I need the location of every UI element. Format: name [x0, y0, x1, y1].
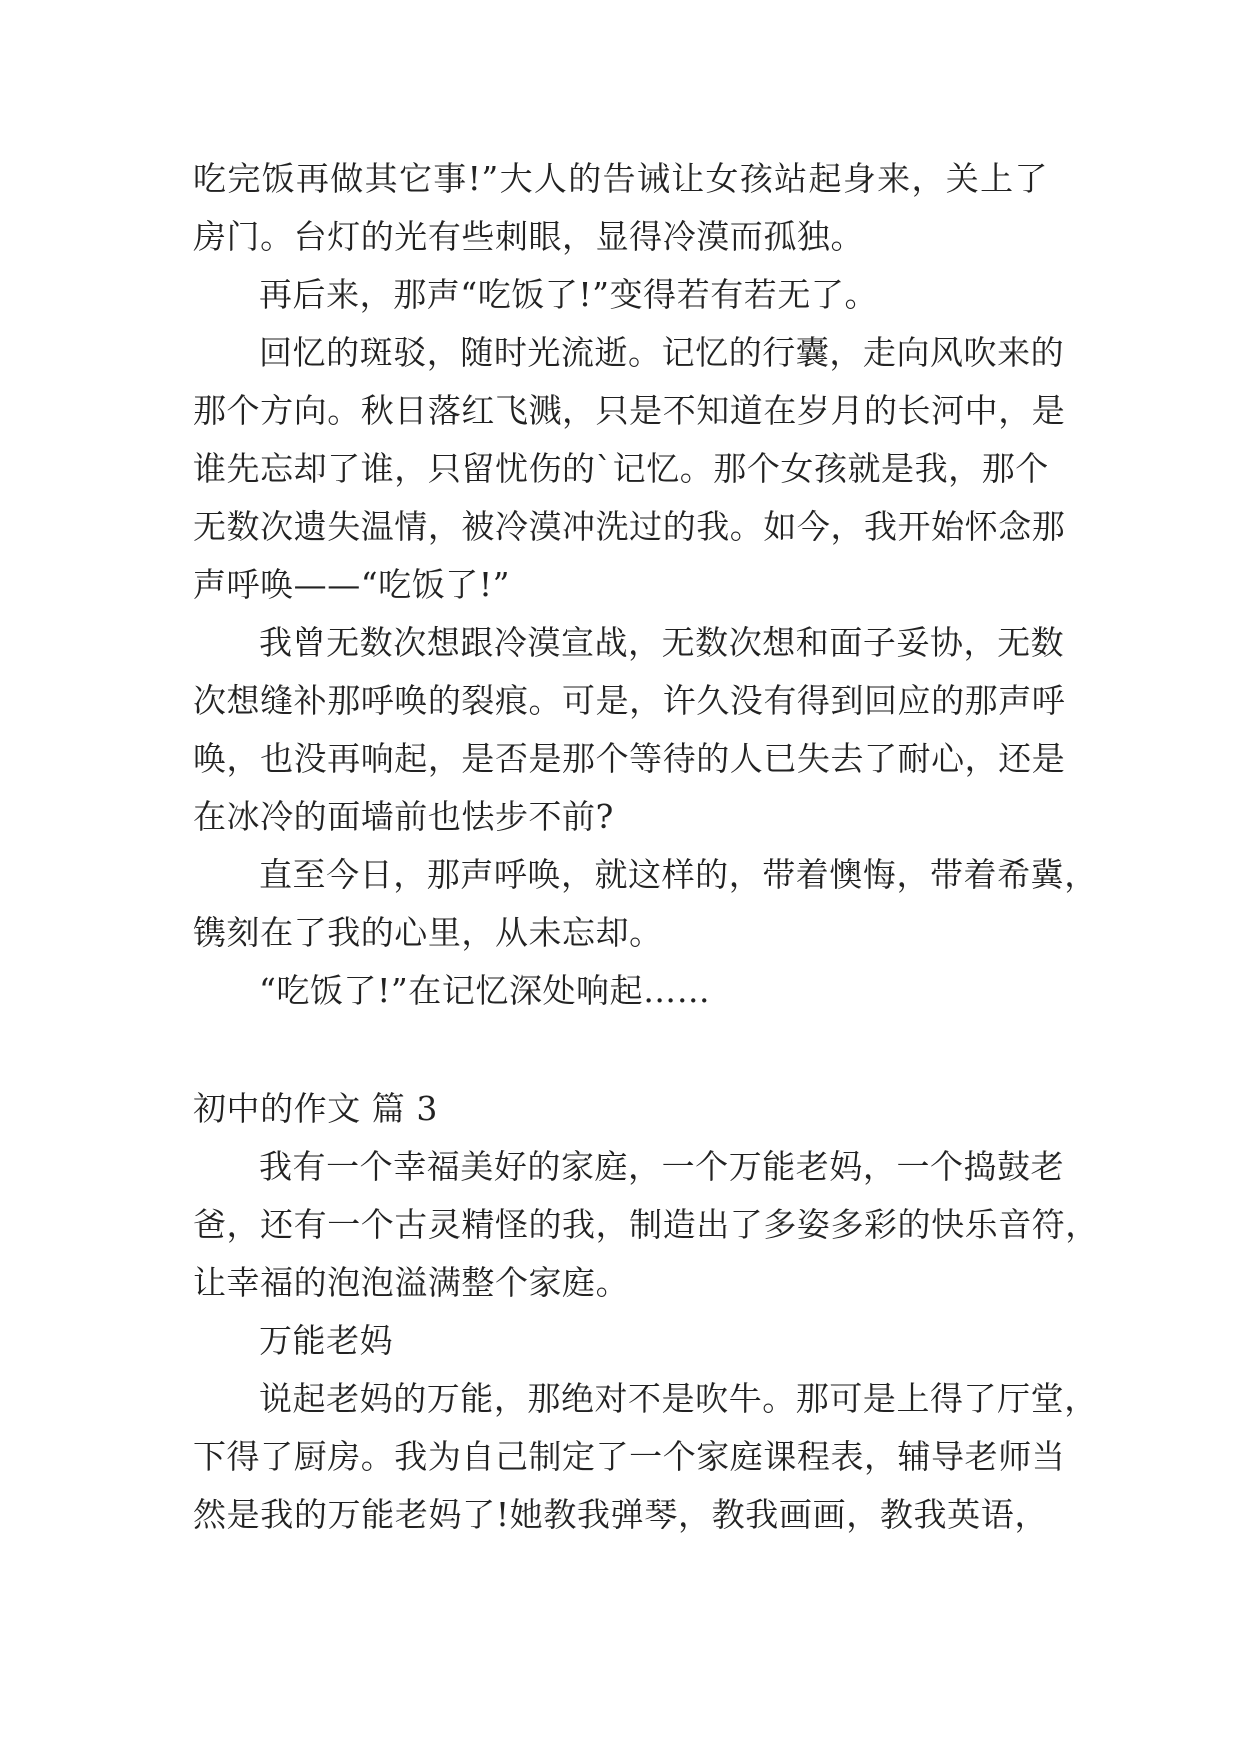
text-line: 再后来，那声“吃饭了!”变得若有若无了。 — [259, 275, 879, 314]
text-line: 房门。台灯的光有些刺眼，显得冷漠而孤独。 — [193, 217, 864, 256]
text-line: “吃饭了!”在记忆深处响起…… — [259, 971, 711, 1010]
text-line: 在冰冷的面墙前也怯步不前? — [193, 797, 614, 836]
text-line: 我曾无数次想跟冷漠宣战，无数次想和面子妥协，无数 — [259, 623, 1065, 662]
paragraph — [193, 846, 1098, 962]
paragraph — [193, 962, 1048, 1020]
text-line: 让幸福的泡泡溢满整个家庭。 — [193, 1263, 630, 1302]
document-page — [193, 150, 1099, 1544]
text-line: 我有一个幸福美好的家庭，一个万能老妈，一个捣鼓老 — [259, 1147, 1065, 1186]
section-gap — [193, 1020, 1048, 1080]
text-line: 镌刻在了我的心里，从未忘却。 — [193, 913, 663, 952]
text-line: 吃完饭再做其它事!”大人的告诫让女孩站起身来，关上了 — [193, 159, 1048, 198]
text-line: 谁先忘却了谁，只留忧伤的`记忆。那个女孩就是我，那个 — [193, 449, 1049, 488]
paragraph — [193, 150, 1048, 266]
text-line: 爸，还有一个古灵精怪的我，制造出了多姿多彩的快乐音符， — [193, 1205, 1099, 1244]
text-line: 那个方向。秋日落红飞溅，只是不知道在岁月的长河中，是 — [193, 391, 1066, 430]
text-line: 万能老妈 — [259, 1321, 394, 1360]
subheading — [193, 1312, 1048, 1370]
paragraph — [193, 324, 1066, 614]
text-line: 直至今日，那声呼唤，就这样的，带着懊悔，带着希冀， — [259, 855, 1098, 894]
paragraph — [193, 1370, 1098, 1544]
text-line: 然是我的万能老妈了!她教我弹琴，教我画画，教我英语， — [193, 1495, 1048, 1534]
text-line: 次想缝补那呼唤的裂痕。可是，许久没有得到回应的那声呼 — [193, 681, 1066, 720]
paragraph — [193, 614, 1066, 846]
text-line: 说起老妈的万能，那绝对不是吹牛。那可是上得了厅堂， — [259, 1379, 1098, 1418]
text-line: 下得了厨房。我为自己制定了一个家庭课程表，辅导老师当 — [193, 1437, 1066, 1476]
text-line: 回忆的斑驳，随时光流逝。记忆的行囊，走向风吹来的 — [259, 333, 1065, 372]
section-heading — [193, 1080, 1048, 1138]
text-line: 无数次遗失温情，被冷漠冲洗过的我。如今，我开始怀念那 — [193, 507, 1066, 546]
paragraph — [193, 1138, 1099, 1312]
text-line: 声呼唤——“吃饭了!” — [193, 565, 511, 604]
text-line: 唤，也没再响起，是否是那个等待的人已失去了耐心，还是 — [193, 739, 1066, 778]
paragraph — [193, 266, 1048, 324]
heading-line: 初中的作文 篇 3 — [193, 1089, 438, 1128]
